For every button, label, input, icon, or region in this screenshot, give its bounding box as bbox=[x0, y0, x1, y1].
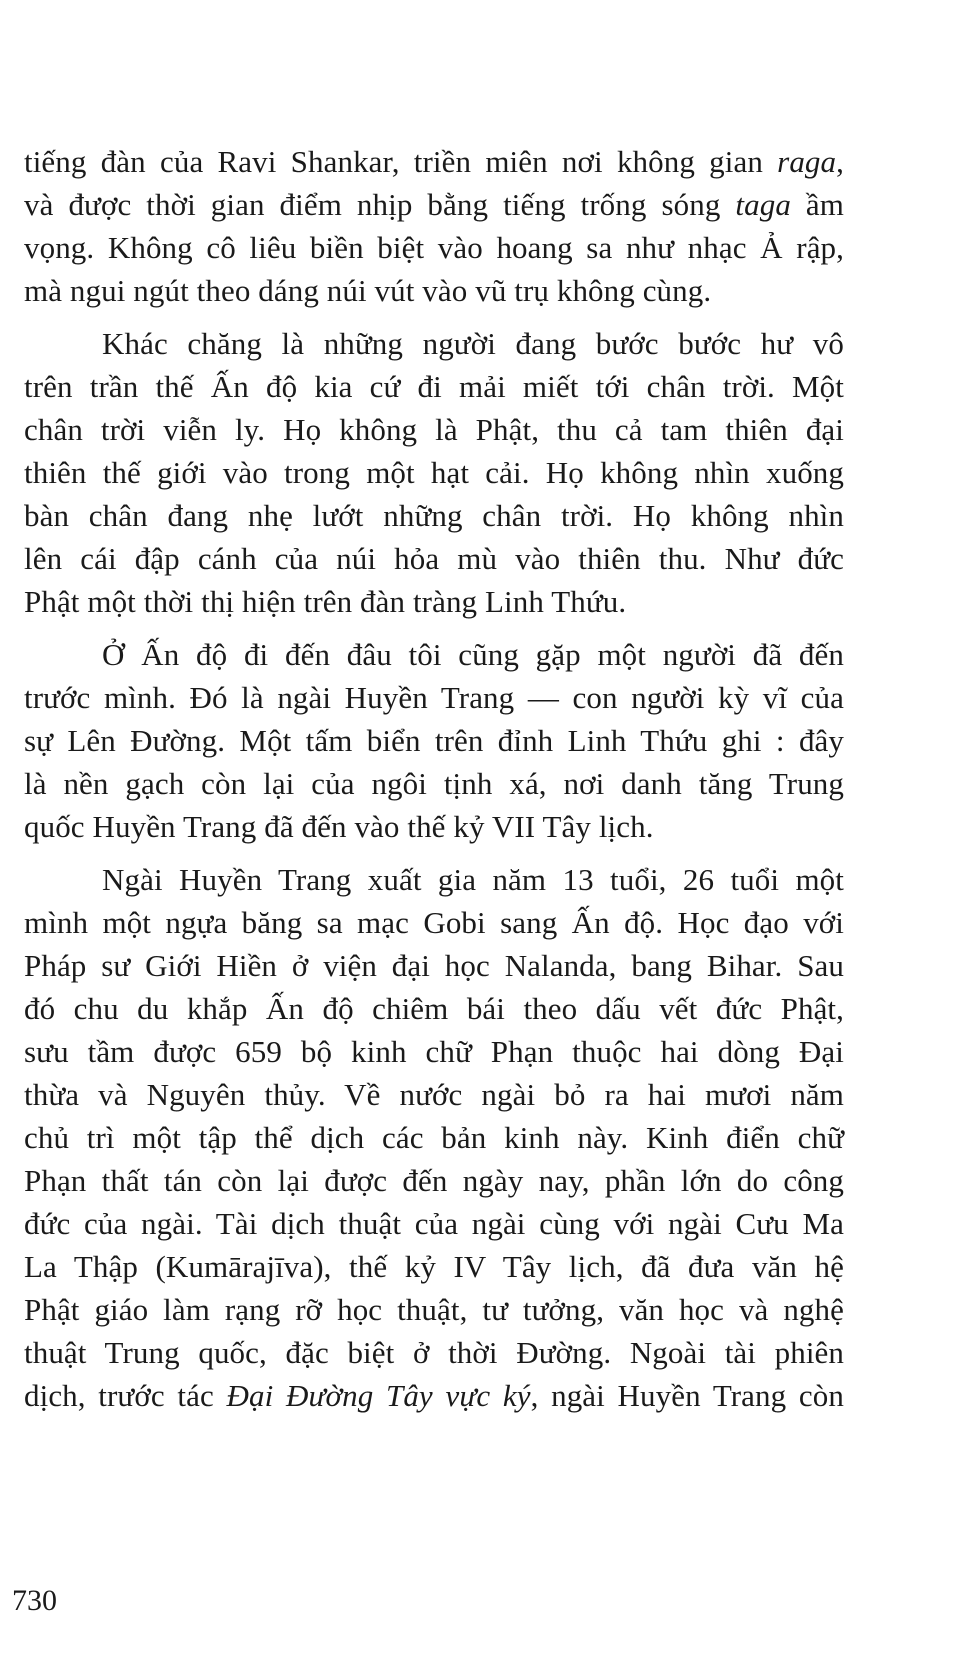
text-line: mà ngui ngút theo dáng núi vút vào vũ trụ không cùng. bbox=[24, 273, 712, 308]
text-line: Khác chăng là những người đang bước bước hư vô bbox=[102, 326, 844, 361]
text-line: dịch, trước tác Đại Đường Tây vực ký, ngài Huyền Trang còn bbox=[24, 1378, 844, 1413]
text-line: Pháp sư Giới Hiền ở viện đại học Nalanda, bang Bihar. Sau bbox=[24, 948, 844, 983]
text-line: sưu tầm được 659 bộ kinh chữ Phạn thuộc hai dòng Đại bbox=[24, 1034, 844, 1069]
text-line: La Thập (Kumārajīva), thế kỷ IV Tây lịch, đã đưa văn hệ bbox=[24, 1249, 844, 1284]
text-line: lên cái đập cánh của núi hỏa mù vào thiên thu. Như đức bbox=[24, 541, 844, 576]
text-line: trước mình. Đó là ngài Huyền Trang — con người kỳ vĩ của bbox=[24, 680, 844, 715]
paragraph-3 bbox=[24, 633, 844, 848]
paragraph-1 bbox=[24, 140, 844, 312]
text-line: mình một ngựa băng sa mạc Gobi sang Ấn độ. Học đạo với bbox=[24, 905, 844, 940]
text-line: Ngài Huyền Trang xuất gia năm 13 tuổi, 26 tuổi một bbox=[102, 862, 844, 897]
text-line: thừa và Nguyên thủy. Về nước ngài bỏ ra hai mươi năm bbox=[24, 1077, 844, 1112]
text-line: Ở Ấn độ đi đến đâu tôi cũng gặp một người đã đến bbox=[102, 637, 844, 672]
text-line: là nền gạch còn lại của ngôi tịnh xá, nơi danh tăng Trung bbox=[24, 766, 844, 801]
text-line: thiên thế giới vào trong một hạt cải. Họ không nhìn xuống bbox=[24, 455, 844, 490]
paragraph-2 bbox=[24, 322, 844, 623]
text-line: tiếng đàn của Ravi Shankar, triền miên nơi không gian raga, bbox=[24, 144, 844, 179]
text-line: chủ trì một tập thể dịch các bản kinh này. Kinh điển chữ bbox=[24, 1120, 844, 1155]
text-line: thuật Trung quốc, đặc biệt ở thời Đường. Ngoài tài phiên bbox=[24, 1335, 844, 1370]
text-line: bàn chân đang nhẹ lướt những chân trời. Họ không nhìn bbox=[24, 498, 844, 533]
text-line: chân trời viễn ly. Họ không là Phật, thu cả tam thiên đại bbox=[24, 412, 844, 447]
text-line: Phật giáo làm rạng rỡ học thuật, tư tưởng, văn học và nghệ bbox=[24, 1292, 844, 1327]
page-number: 730 bbox=[12, 1584, 57, 1617]
text-line: vọng. Không cô liêu biền biệt vào hoang sa như nhạc Ả rập, bbox=[24, 230, 844, 265]
text-line: sự Lên Đường. Một tấm biển trên đỉnh Linh Thứu ghi : đây bbox=[24, 723, 844, 758]
body-text bbox=[24, 140, 844, 1427]
text-line: quốc Huyền Trang đã đến vào thế kỷ VII Tây lịch. bbox=[24, 809, 654, 844]
text-line: Phạn thất tán còn lại được đến ngày nay, phần lớn do công bbox=[24, 1163, 844, 1198]
text-line: và được thời gian điểm nhịp bằng tiếng trống sóng taga ầm bbox=[24, 187, 844, 222]
text-line: đức của ngài. Tài dịch thuật của ngài cùng với ngài Cưu Ma bbox=[24, 1206, 844, 1241]
text-line: đó chu du khắp Ấn độ chiêm bái theo dấu vết đức Phật, bbox=[24, 991, 844, 1026]
text-line: trên trần thế Ấn độ kia cứ đi mải miết tới chân trời. Một bbox=[24, 369, 844, 404]
text-line: Phật một thời thị hiện trên đàn tràng Linh Thứu. bbox=[24, 584, 627, 619]
paragraph-4 bbox=[24, 858, 844, 1417]
